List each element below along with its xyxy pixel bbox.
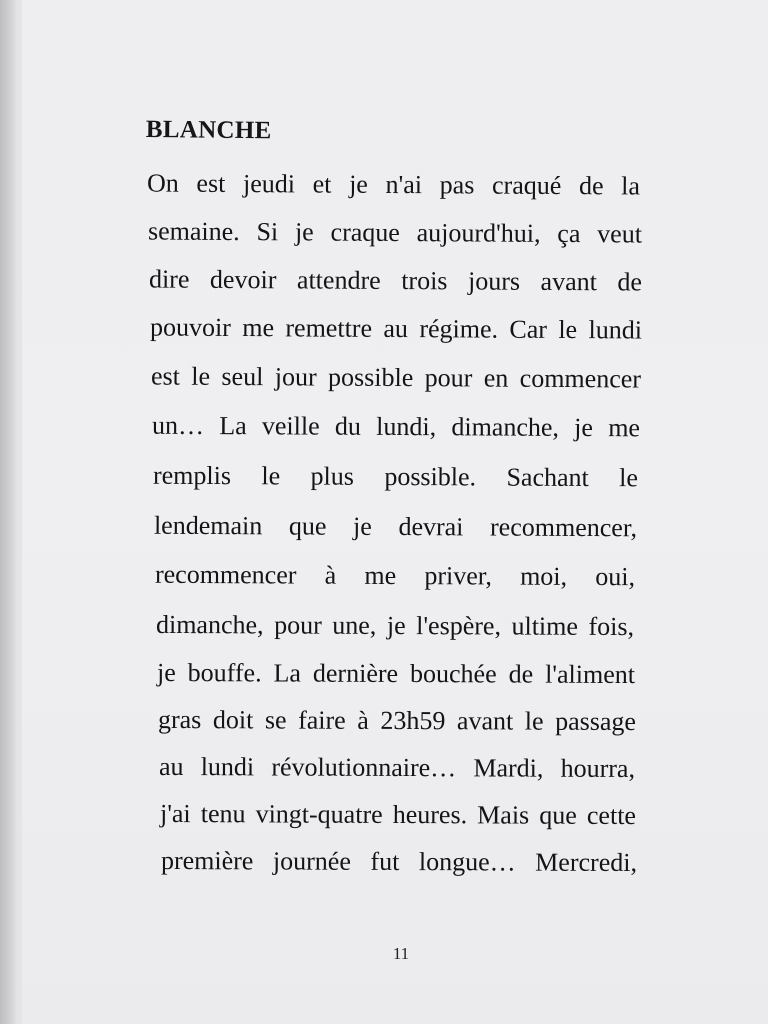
- body-line-9: recommencer à me priver, moi, oui,: [154, 559, 636, 592]
- show-through-text: [320, 118, 640, 158]
- body-line-15: première journée fut longue… Mercredi,: [160, 845, 638, 878]
- body-line-7: remplis le plus possible. Sachant le: [152, 460, 639, 493]
- chapter-heading: BLANCHE: [145, 116, 272, 145]
- page-number: 11: [392, 944, 410, 963]
- body-line-11: je bouffe. La dernière bouchée de l'aliment: [156, 657, 636, 690]
- body-line-6: un… La veille du lundi, dimanche, je me: [151, 410, 641, 443]
- body-line-2: semaine. Si je craque aujourd'hui, ça veut: [147, 216, 643, 249]
- body-line-14: j'ai tenu vingt-quatre heures. Mais que cette: [159, 798, 637, 831]
- body-line-13: au lundi révolutionnaire… Mardi, hourra,: [158, 751, 636, 784]
- body-line-3: dire devoir attendre trois jours avant de: [148, 264, 643, 297]
- page-edge-shadow: [0, 0, 18, 1024]
- body-line-8: lendemain que je devrai recommencer,: [153, 510, 638, 543]
- body-line-12: gras doit se faire à 23h59 avant le passage: [157, 704, 637, 737]
- body-line-5: est le seul jour possible pour en commencer: [150, 361, 642, 394]
- body-line-10: dimanche, pour une, je l'espère, ultime fois,: [155, 609, 635, 642]
- body-line-4: pouvoir me remettre au régime. Car le lundi: [149, 312, 643, 345]
- body-line-1: On est jeudi et je n'ai pas craqué de la: [146, 168, 641, 201]
